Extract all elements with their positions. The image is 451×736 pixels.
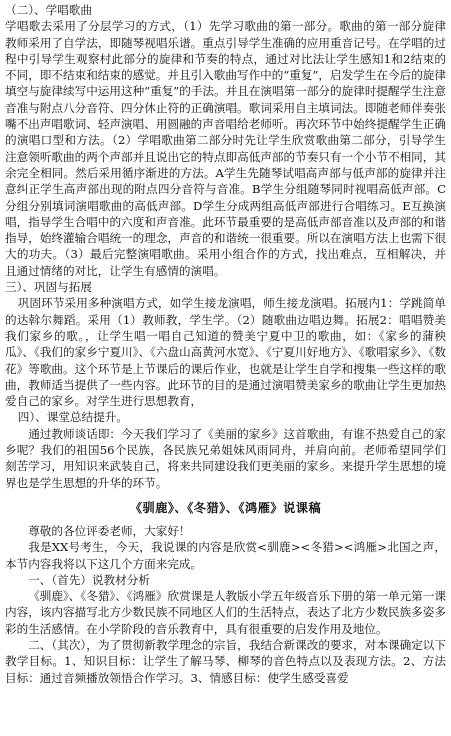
lesson-title: 《驯鹿》、《冬猎》、《鸿雁》说课稿 [129,500,322,515]
section-heading-summary: 四）、课堂总结提升。 [17,410,128,425]
section-heading-learn-song: （二）、学唱歌曲 [5,3,92,17]
subheading-textbook-analysis: 一、（首先）说教材分析 [28,572,150,587]
paragraph-summary: 通过教师谈话即：今天我们学习了《美丽的家乡》这首歌曲，有谁不热爱自己的家乡呢？我们的祖国56个民族，各民族兄弟姐妹风雨同舟，并肩向前。老师希望同学们刻苦学习，用知识来武装自己，将来共同建设我们更美丽的家乡。来提升学生思想的境界也是学生思想的升华的环节。 [5,426,446,490]
paragraph-learn-song: 学唱歌去采用了分层学习的方式，（1）先学习歌曲的第一部分。歌曲的第一部分旋律教师采用了自学法，即随琴视唱乐谱。重点引导学生准确的应用重音记号。在学唱的过程中引导学生观察村此部分的旋律和节奏的特点，通过对比法让学生感知1和2结束的不同，即不结束和结束的感觉。并且引入歌曲写作中的“重复”，启发学生在今后的旋律填空与旋律续写中运用这种“重复”的手法。并且在演唱第一部分的旋律时提醒学生注意音准与附点八分音符、四分休止符的正确演唱。歌词采用自主填词法。即随老师伴奏张嘴不出声唱歌词、轻声演唱、用圆融的声音唱给老师听。再次环节中始终提醒学生正确的演唱口型和方法。（2）学唱歌曲第二部分时先让学生欣赏歌曲第二部分，引导学生注意领听歌曲的两个声部并且说出它的特点即高低声部的节奏只有一个小节不相同，其余完全相同。然后采用循序渐进的方法。A学生先随琴试唱高声部与低声部的旋律并注意纠正学生高声部出现的附点四分音符与音准。B学生分组随琴同时视唱高低声部。C分组分别填词演唱歌曲的高低声部。D学生分成两组高低声部进行合唱练习。E互换演唱，指导学生合唱中的六度和声音准。此环节最重要的是高低声部音准以及声部的和谐指导，始终灌输合唱统一的理念，声音的和谐统一很重要。所以在演唱方法上也需下很大的功夫。（3）最后完整演唱歌曲。采用小组合作的方式，找出难点，互相解决，并且通过情绪的对比，让学生有感情的演唱。 [5,19,446,278]
paragraph-textbook-analysis: 《驯鹿》、《冬猎》、《鸿雁》欣赏课是人教版小学五年级音乐下册的第一单元第一课内容，该内容描写北方少数民族不同地区人们的生活特点，表达了北方少数民族多姿多彩的生活感情。在小学阶段的音乐教育中，具有很重要的启发作用及地位。 [5,589,446,636]
paragraph-teaching-goals: 二、（其次），为了贯彻新教学理念的宗旨，我结合新课改的要求，对本课确定以下教学目标。1、知识目标：让学生了解马琴、柳琴的音色特点以及表现方法。2、方法目标：通过音频播放领悟合作学习。3、情感目标：使学生感受喜爱 [5,637,446,685]
paragraph-consolidate: 巩固环节采用多种演唱方式，如学生接龙演唱，师生接龙演唱。拓展内1：学跳简单的达斡尔舞蹈。采用（1）教师教，学生学。（2）随歌曲边唱边舞。拓展2：唱唱赞美我们家乡的歌。，让学生唱一唱自己知道的赞美宁夏中卫的歌曲，如：《家乡的蒲秧瓜》、《我们的家乡宁夏川》、《六盘山高黄河水宽》、《宁夏川好地方》、《歌唱家乡》、《数花》等歌曲。这个环节是上节课后的课后作业，也就是让学生自学和搜集一些这样的歌曲，教师适当提供了一些内容。此环节的目的是通过演唱赞美家乡的歌曲让学生更加热爱自己的家乡。对学生进行思想教育， [5,296,446,409]
section-heading-consolidate: 三）、巩固与拓展 [5,280,92,295]
intro-paragraph: 我是XX号考生，今天，我说课的内容是欣赏<驯鹿><冬猎><鸿雁>北国之声，本节内容我将以下这几个方面来完成。 [5,540,446,571]
greeting: 尊敬的各位评委老师，大家好！ [28,523,191,538]
